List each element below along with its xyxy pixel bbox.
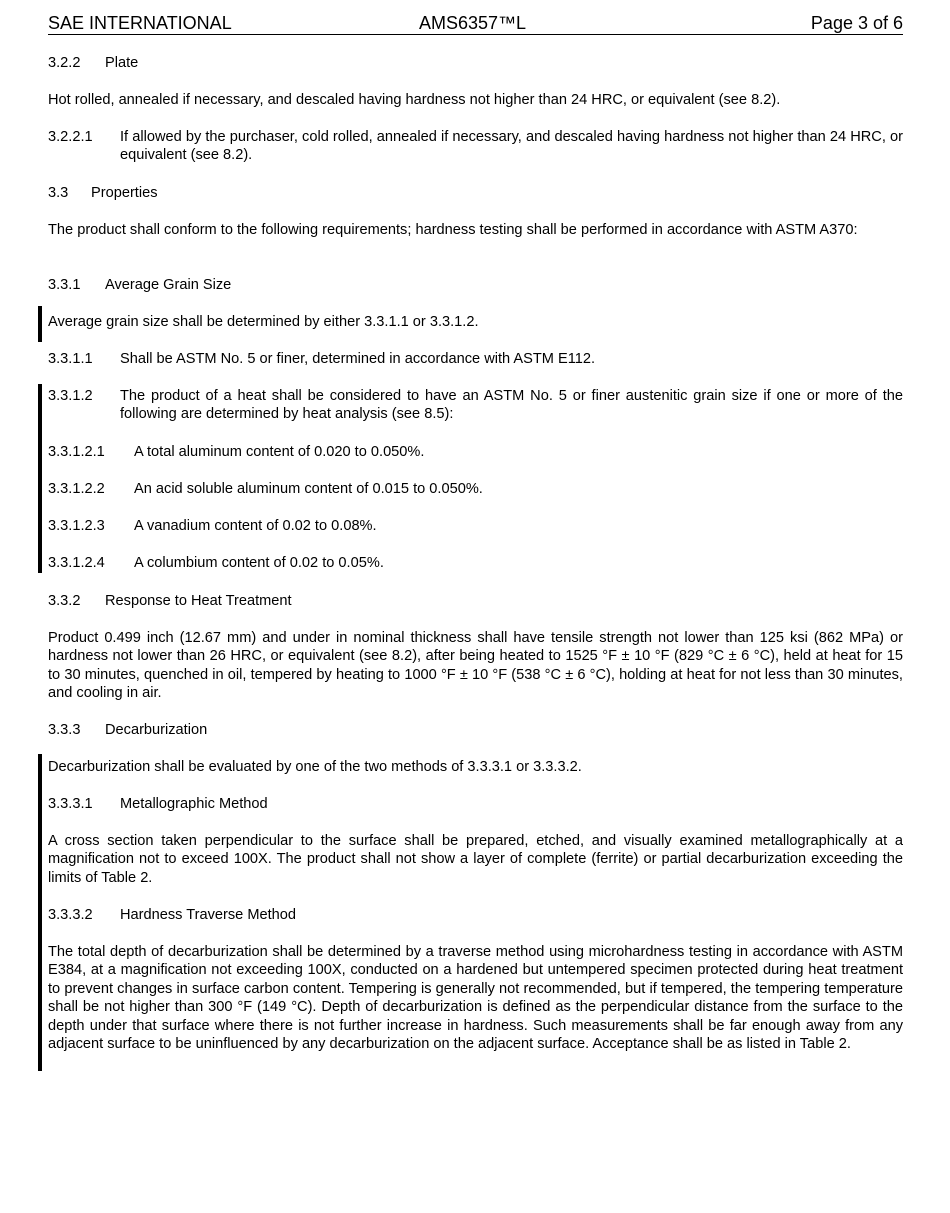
clause-number: 3.3.1.2.4 xyxy=(48,555,105,571)
section-title: Properties xyxy=(91,185,158,201)
clause-text: Shall be ASTM No. 5 or finer, determined in accordance with ASTM E112. xyxy=(120,351,596,367)
revision-bar xyxy=(38,306,42,342)
clause-text: A columbium content of 0.02 to 0.05%. xyxy=(134,555,384,571)
paragraph: Product 0.499 inch (12.67 mm) and under in nominal thickness shall have tensile strength not lower than 125 ksi (862 MPa) or hardness not lower than 26 HRC, or equivalent (see 8.2), after being heated to 1525 °F ± 10 °F (829 °C ± 6 °C), held at heat for 15 to 30 minutes, quenched in oil, tempered by heating to 1000 °F ± 10 °F (538 °C ± 6 °C), holding at heat for not less than 30 minutes, and cooling in air. xyxy=(48,630,903,702)
section-heading xyxy=(48,721,903,739)
clause-number: 3.3.1.2 xyxy=(48,388,93,404)
numbered-clause xyxy=(48,554,903,572)
page-header xyxy=(48,12,903,35)
header-document-id: AMS6357™L xyxy=(419,13,527,33)
paragraph: Hot rolled, annealed if necessary, and descaled having hardness not higher than 24 HRC, or equivalent (see 8.2). xyxy=(48,92,781,108)
clause-number: 3.2.2.1 xyxy=(48,129,93,145)
section-heading xyxy=(48,795,903,813)
section-number: 3.3.3.1 xyxy=(48,796,93,812)
clause-number: 3.3.1.1 xyxy=(48,351,93,367)
revision-bar xyxy=(38,384,42,573)
clause-number: 3.3.1.2.3 xyxy=(48,518,105,534)
header-page-number: Page 3 of 6 xyxy=(810,13,903,33)
section-heading xyxy=(48,592,903,610)
paragraph: The total depth of decarburization shall be determined by a traverse method using microhardness testing in accordance with ASTM E384, at a magnification not exceeding 100X, conducted on a hardened but untempered specimen protected during heat treatment to prevent changes in surface carbon content. Tempering is generally not recommended, but if tempered, the tempering temperature shall be not higher than 300 °F (149 °C). Depth of decarburization is defined as the perpendicular distance from the surface to the depth under that surface where there is not further increase in hardness. Such measurements shall be far enough away from any adjacent surface to be uninfluenced by any decarburization on the adjacent surface. Acceptance shall be as listed in Table 2. xyxy=(48,944,903,1053)
header-organization: SAE INTERNATIONAL xyxy=(48,13,232,33)
revision-bar xyxy=(38,754,42,1071)
section-number: 3.3 xyxy=(48,185,69,201)
numbered-clause xyxy=(48,350,903,368)
section-heading xyxy=(48,906,903,924)
numbered-clause xyxy=(48,387,903,424)
clause-text: If allowed by the purchaser, cold rolled, annealed if necessary, and descaled having hardness not higher than 24 HRC, or equivalent (see 8.2). xyxy=(120,129,903,164)
section-number: 3.3.2 xyxy=(48,593,81,609)
section-title: Average Grain Size xyxy=(105,277,232,293)
numbered-clause xyxy=(48,128,903,165)
paragraph: Average grain size shall be determined by either 3.3.1.1 or 3.3.1.2. xyxy=(48,314,479,330)
clause-text: A total aluminum content of 0.020 to 0.050%. xyxy=(134,444,425,460)
section-title: Decarburization xyxy=(105,722,208,738)
section-heading xyxy=(48,184,903,202)
clause-number: 3.3.1.2.1 xyxy=(48,444,105,460)
paragraph: Decarburization shall be evaluated by one of the two methods of 3.3.3.1 or 3.3.3.2. xyxy=(48,759,582,775)
clause-text: The product of a heat shall be considered to have an ASTM No. 5 or finer austenitic grain size if one or more of the following are determined by heat analysis (see 8.5): xyxy=(120,388,903,423)
section-number: 3.3.3 xyxy=(48,722,81,738)
clause-text: An acid soluble aluminum content of 0.015 to 0.050%. xyxy=(134,481,483,497)
section-title: Hardness Traverse Method xyxy=(120,907,297,923)
section-title: Response to Heat Treatment xyxy=(105,593,292,609)
section-number: 3.3.1 xyxy=(48,277,81,293)
paragraph: The product shall conform to the following requirements; hardness testing shall be performed in accordance with ASTM A370: xyxy=(48,222,858,238)
clause-number: 3.3.1.2.2 xyxy=(48,481,105,497)
numbered-clause xyxy=(48,443,903,461)
section-heading xyxy=(48,54,903,72)
section-title: Metallographic Method xyxy=(120,796,268,812)
clause-text: A vanadium content of 0.02 to 0.08%. xyxy=(134,518,377,534)
numbered-clause xyxy=(48,517,903,535)
numbered-clause xyxy=(48,480,903,498)
paragraph: A cross section taken perpendicular to the surface shall be prepared, etched, and visually examined metallographically at a magnification not to exceed 100X. The product shall not show a layer of complete (ferrite) or partial decarburization exceeding the limits of Table 2. xyxy=(48,833,903,886)
section-number: 3.2.2 xyxy=(48,55,81,71)
section-title: Plate xyxy=(105,55,139,71)
section-heading xyxy=(48,276,903,294)
section-number: 3.3.3.2 xyxy=(48,907,93,923)
